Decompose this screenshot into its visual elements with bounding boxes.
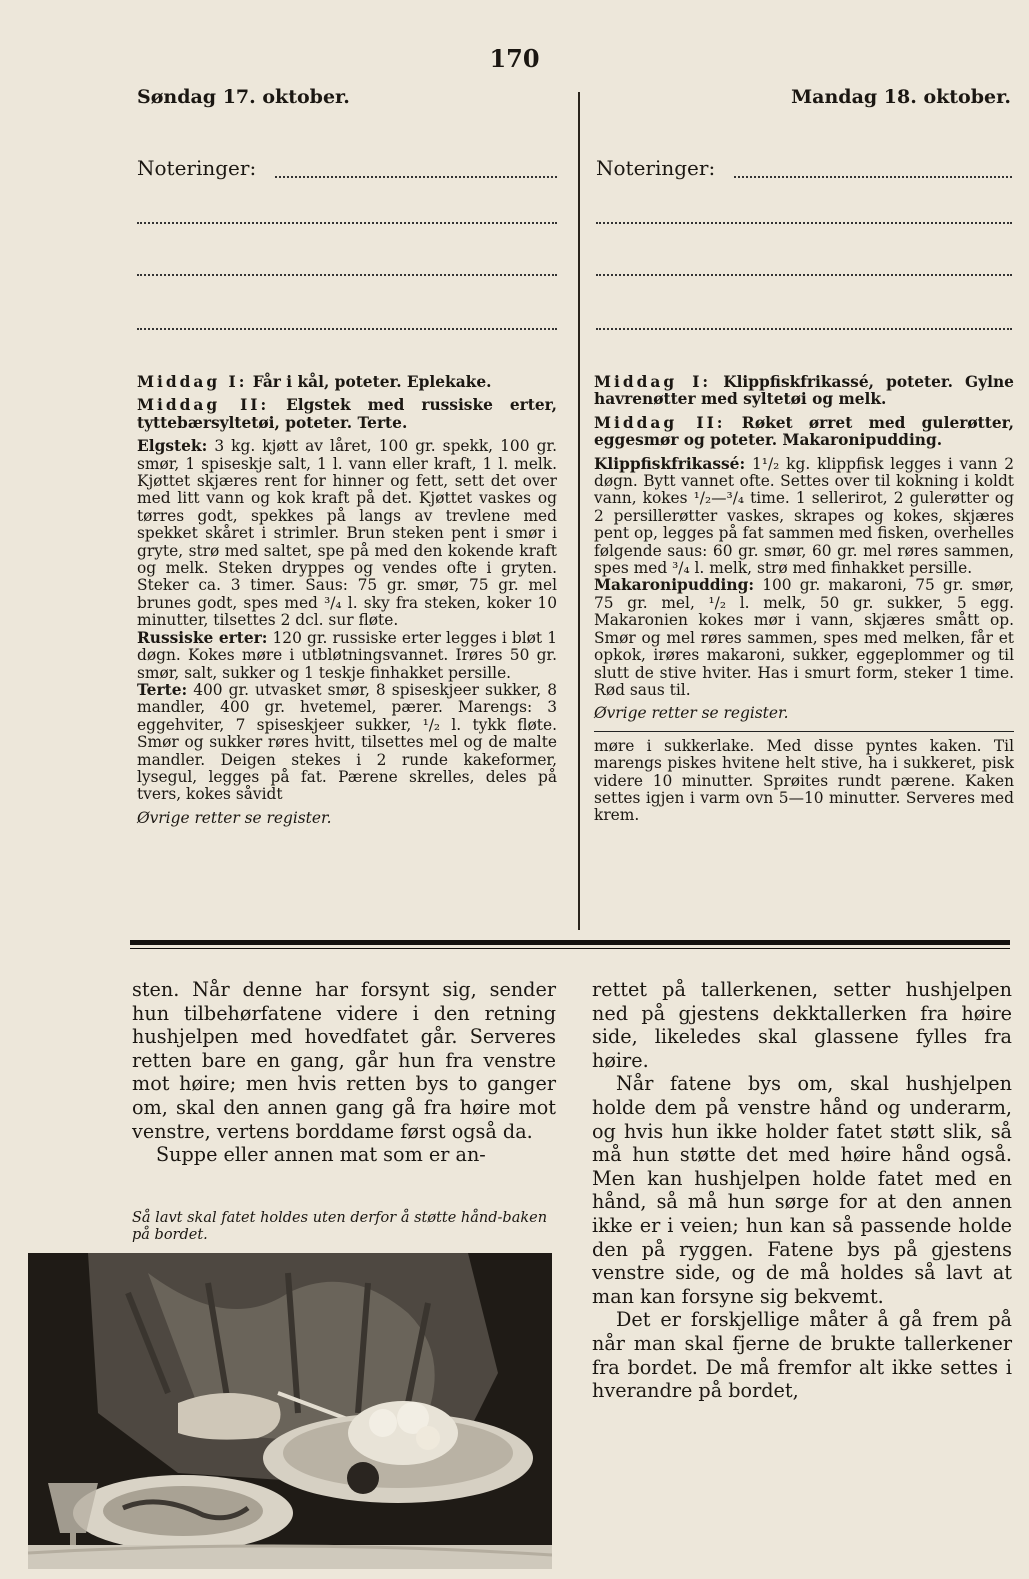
photo-illustration [28,1253,552,1569]
menu-line: Middag I: Klippfiskfrikassé, poteter. Gylne havrenøtter med syltetøi og melk. [594,373,1014,409]
serving-photo [28,1253,552,1569]
body-paragraph: Suppe eller annen mat som er an- [156,1143,486,1167]
section-rule [130,940,1010,945]
notes-line [137,222,557,224]
notes-line [596,222,1012,224]
column-divider [578,92,580,930]
body-paragraph: sten. Når denne har forsynt sig, sender hun tilbehørfatene videre i den retning hushjelpen med hovedfatet går. Serveres retten bare en gang, går hun fra venstre mot høire; men hvis retten bys to ganger om, skal den annen gang gå fra høire mot venstre, vertens borddame først også da. [132,978,556,1143]
register-note: Øvrige retter se register. [137,808,332,827]
right-notes-label: Noteringer: [596,156,716,180]
photo-caption: Så lavt skal fatet holdes uten derfor å støtte hånd-baken på bordet. [132,1210,548,1243]
left-recipe-column [137,374,557,827]
continuation-paragraph: møre i sukkerlake. Med disse pyntes kaken. Til marengs piskes hvitene helt stive, ha i sukkeret, pisk videre 10 minutter. Sprøites rundt pærene. Kaken settes igjen i varm ovn 5—10 minutter. Serveres med krem. [594,736,1014,825]
notes-line [596,328,1012,330]
recipe-paragraph: Russiske erter: 120 gr. russiske erter legges i bløt 1 døgn. Kokes møre i utbløtningsvannet. Irøres 50 gr. smør, salt, sukker og 1 teskje finhakket persille. [137,628,557,682]
recipe-paragraph: Elgstek: 3 kg. kjøtt av låret, 100 gr. spekk, 100 gr. smør, 1 spiseskje salt, 1 l. vann eller kraft, 1 l. melk. Kjøttet skjæres rent for hinner og fett, sett det over med litt vann og kok kraft på det. Kjøttet vaskes og tørres godt, spekkes på langs av trevlene med spekket skåret i strimler. Brun steken pent i smør i gryte, strø med saltet, spe på med den kokende kraft og melk. Steken dryppes og vendes ofte i gryten. Steker ca. 3 timer. Saus: 75 gr. smør, 75 gr. mel brunes godt, spes med ³/₄ l. sky fra steken, koker 10 minutter, tilsettes 2 dcl. sur fløte. [137,437,557,630]
left-notes-area [137,156,557,336]
body-paragraph: Når fatene bys om, skal hushjelpen holde dem på venstre hånd og underarm, og hvis hun ikke holder fatet støtt slik, så må hun støtte det med høire hånd også. Men kan hushjelpen holde fatet med en hånd, så må hun sørge for at den annen ikke er i veien; hun kan så passende holde den på ryggen. Fatene bys på gjestens venstre side, og de må holdes så lavt at man kan forsyne sig bekvemt. [592,1072,1012,1308]
notes-line [137,328,557,330]
notes-line [596,274,1012,276]
recipe-paragraph: Makaronipudding: 100 gr. makaroni, 75 gr. smør, 75 gr. mel, ¹/₂ l. melk, 50 gr. sukker, 5 egg. Makaronien kokes mør i vann, skjæres smått op. Smør og mel røres sammen, spes med melken, får et opkok, irøres makaroni, sukker, eggeplommer og til slutt de stive hviter. Has i smurt form, steker 1 time. Rød saus til. [594,576,1014,699]
menu-line: Middag I: Får i kål, poteter. Eplekake. [137,373,492,391]
recipe-paragraph: Terte: 400 gr. utvasket smør, 8 spiseskjeer sukker, 8 mandler, 400 gr. hvetemel, pærer. Marengs: 3 eggehviter, 7 spiseskjeer sukker, ¹/₂ l. tykk fløte. Smør og sukker røres hvitt, tilsettes mel og de malte mandler. Deigen stekes i 2 runde kakeformer, lysegul, legges på fat. Pærene skrelles, deles på tvers, kokes såvidt [137,680,557,804]
right-date-heading: Mandag 18. oktober. [791,86,1011,108]
left-notes-label: Noteringer: [137,156,257,180]
lower-left-text [132,978,556,1167]
page-number: 170 [489,44,540,73]
left-date-heading: Søndag 17. oktober. [137,86,350,108]
recipe-paragraph: Klippfiskfrikassé: 1¹/₂ kg. klippfisk legges i vann 2 døgn. Bytt vannet ofte. Settes over til kokning i koldt vann, kokes ¹/₂—³/₄ time. 1 sellerirot, 2 gulerøtter og 2 persillerøtter vaskes, skrapes og kokes, skjæres pent op, legges på fat sammen med fisken, overhelles følgende saus: 60 gr. smør, 60 gr. mel røres sammen, spes med ³/₄ l. melk, strø med finhakket persille. [594,454,1014,578]
right-notes-area [596,156,1012,336]
notes-line [275,176,557,178]
body-paragraph: Det er forskjellige måter å gå frem på når man skal fjerne de brukte tallerkener fra bordet. De må fremfor alt ikke settes i hverandre på bordet, [592,1308,1012,1403]
lower-right-text [592,978,1012,1403]
register-note: Øvrige retter se register. [594,705,1014,731]
menu-line: Middag II: Røket ørret med gulerøtter, eggesmør og poteter. Makaronipudding. [594,413,1014,450]
right-recipe-column [594,374,1014,825]
menu-line: Middag II: Elgstek med russiske erter, tyttebærsyltetøi, poteter. Terte. [137,396,558,432]
body-paragraph: rettet på tallerkenen, setter hushjelpen ned på gjestens dekktallerken fra høire side, likeledes skal glassene fylles fra høire. [592,978,1012,1072]
notes-line [137,274,557,276]
notes-line [734,176,1012,178]
section-rule-thin [130,948,1010,949]
